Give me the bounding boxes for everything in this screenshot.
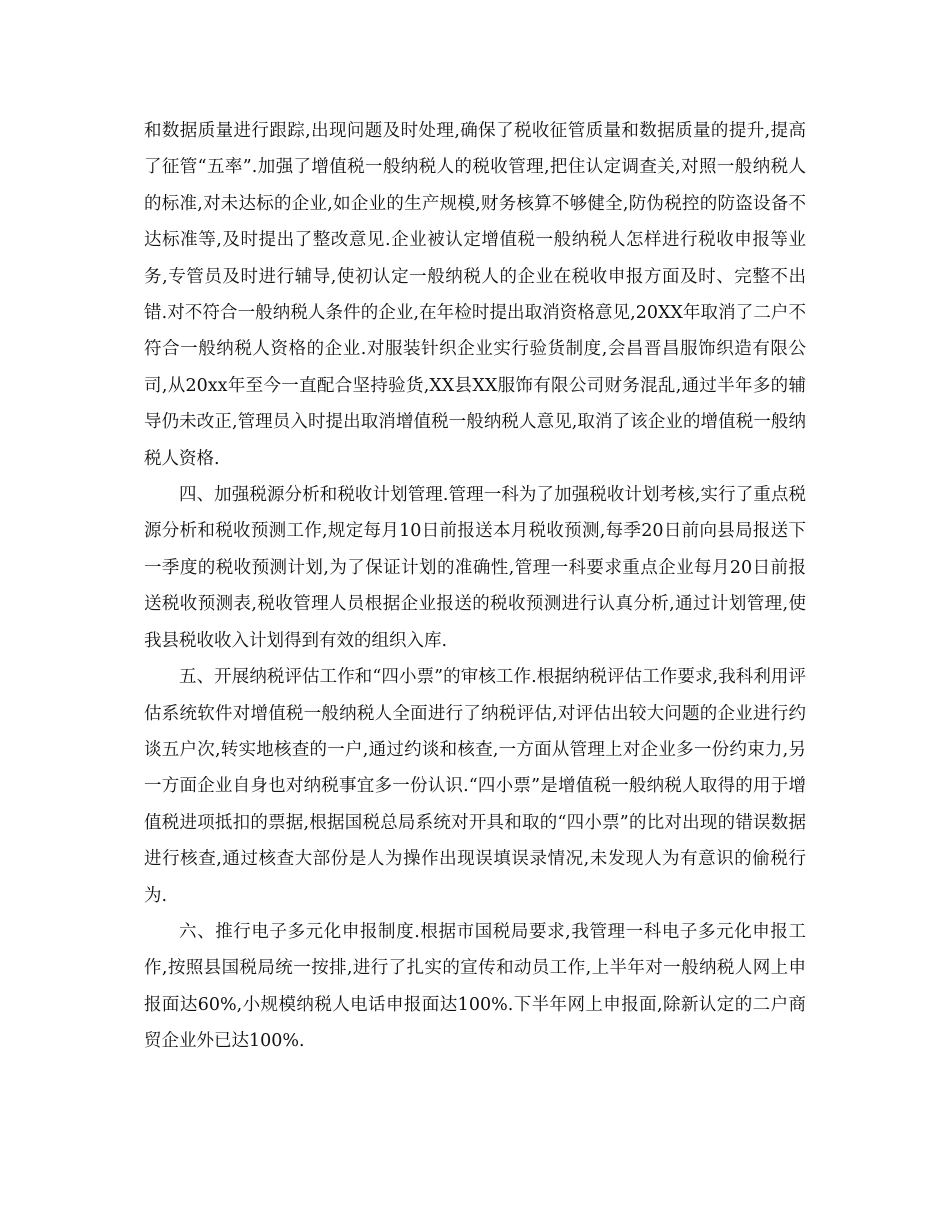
paragraph-electronic-filing: 六、推行电子多元化申报制度.根据市国税局要求,我管理一科电子多元化申报工作,按照县国税局统一按排,进行了扎实的宣传和动员工作,上半年对一般纳税人网上申报面达60%,小规模纳税人电话申报面达100%.下半年网上申报面,除新认定的二户商贸企业外已达100%. — [144, 921, 806, 1052]
paragraph-taxpayer-management: 和数据质量进行跟踪,出现问题及时处理,确保了税收征管质量和数据质量的提升,提高了征管“五率”.加强了增值税一般纳税人的税收管理,把住认定调查关,对照一般纳税人的标准,对未达标的企业,如企业的生产规模,财务核算不够健全,防伪税控的防盗设备不达标准等,及时提出了整改意见.企业被认定增值税一般纳税人怎样进行税收申报等业务,专管员及时进行辅导,使初认定一般纳税人的企业在税收申报方面及时、完整不出错.对不符合一般纳税人条件的企业,在年检时提出取消资格意见,20XX年取消了二户不符合一般纳税人资格的企业.对服装针织企业实行验货制度,会昌晋昌服饰织造有限公司,从20xx年至今一直配合坚持验货,XX县XX服饰有限公司财务混乱,通过半年多的辅导仍未改正,管理员入时提出取消增值税一般纳税人意见,取消了该企业的增值税一般纳税人资格. — [144, 121, 806, 469]
paragraph-tax-source-analysis: 四、加强税源分析和税收计划管理.管理一科为了加强税收计划考核,实行了重点税源分析和税收预测工作,规定每月10日前报送本月税收预测,每季20日前向县局报送下一季度的税收预测计划,为了保证计划的准确性,管理一科要求重点企业每月20日前报送税收预测表,税收管理人员根据企业报送的税收预测进行认真分析,通过计划管理,使我县税收收入计划得到有效的组织入库. — [144, 485, 806, 651]
paragraph-tax-assessment: 五、开展纳税评估工作和“四小票”的审核工作.根据纳税评估工作要求,我科利用评估系统软件对增值税一般纳税人全面进行了纳税评估,对评估出较大问题的企业进行约谈五户次,转实地核查的一户,通过约谈和核查,一方面从管理上对企业多一份约束力,另一方面企业自身也对纳税事宜多一份认识.“四小票”是增值税一般纳税人取得的用于增值税进项抵扣的票据,根据国税总局系统对开具和取的“四小票”的比对出现的错误数据进行核查,通过核查大部份是人为操作出现误填误录情况,未发现人为有意识的偷税行为. — [144, 667, 806, 906]
document-page — [144, 113, 806, 1060]
